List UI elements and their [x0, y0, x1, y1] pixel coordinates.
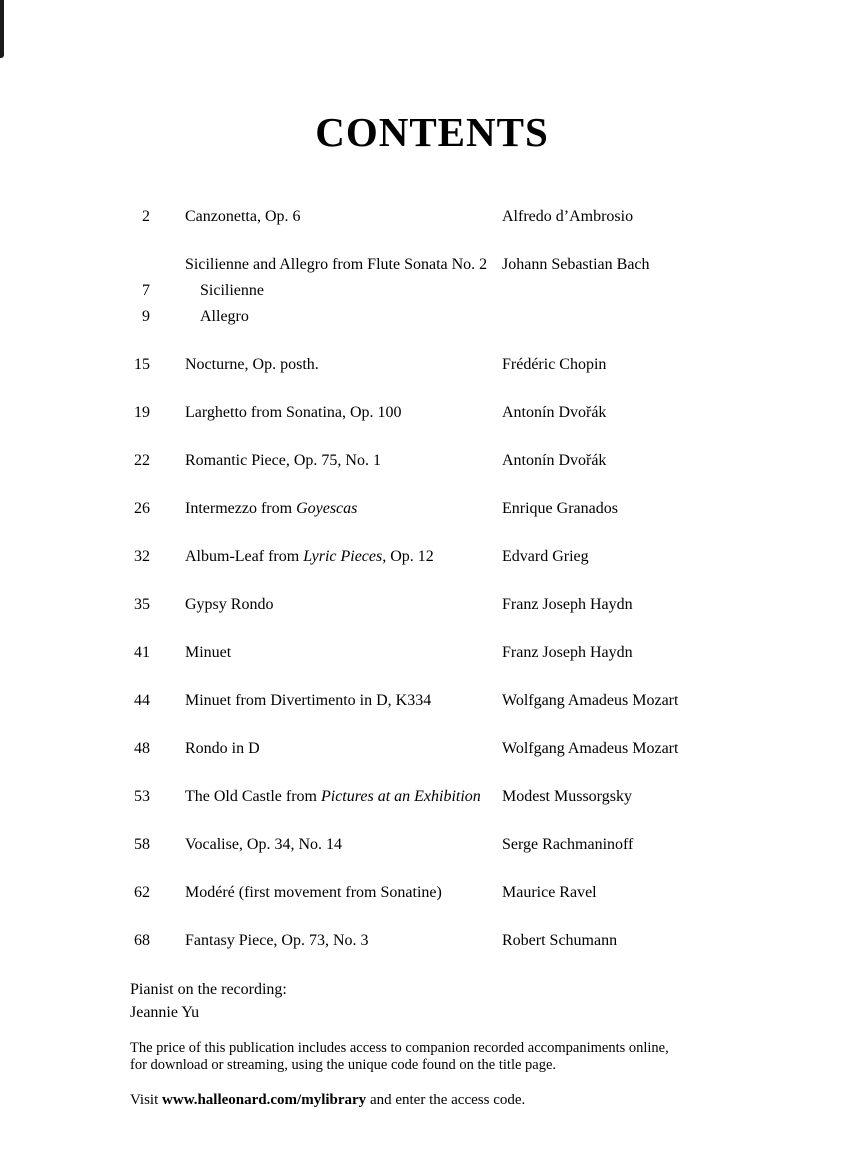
access-notice-line: for download or streaming, using the unique code found on the title page.: [130, 1057, 557, 1073]
toc-composer: Franz Joseph Haydn: [502, 644, 633, 661]
scan-artifact: [0, 0, 4, 58]
toc-page-number: 44: [134, 692, 150, 709]
toc-title: Album-Leaf from Lyric Pieces, Op. 12: [185, 548, 434, 565]
toc-composer: Antonín Dvořák: [502, 452, 607, 469]
toc-composer: Wolfgang Amadeus Mozart: [502, 740, 679, 757]
toc-title: Vocalise, Op. 34, No. 14: [185, 836, 343, 853]
access-notice-line: The price of this publication includes access to companion recorded accompaniments online,: [130, 1040, 669, 1056]
toc-rows: [127, 204, 767, 953]
pianist-name: Jeannie Yu: [130, 1004, 200, 1021]
toc-title: Sicilienne and Allegro from Flute Sonata No. 2: [185, 256, 488, 273]
toc-title: The Old Castle from Pictures at an Exhibition: [185, 788, 481, 805]
toc-title: Nocturne, Op. posth.: [185, 356, 319, 373]
toc-page-number: 32: [134, 548, 150, 565]
toc-composer: Modest Mussorgsky: [502, 788, 632, 805]
visit-instruction: Visit www.halleonard.com/mylibrary and enter the access code.: [130, 1092, 526, 1108]
toc-title: Minuet: [185, 644, 232, 661]
toc-title: Modéré (first movement from Sonatine): [185, 884, 442, 901]
toc-composer: Enrique Granados: [502, 500, 618, 517]
table-of-contents: [127, 181, 767, 953]
toc-row: [127, 736, 767, 761]
toc-composer: Antonín Dvořák: [502, 404, 607, 421]
toc-composer: Serge Rachmaninoff: [502, 836, 634, 853]
toc-title: Rondo in D: [185, 740, 260, 757]
toc-composer: Franz Joseph Haydn: [502, 596, 633, 613]
toc-row: [127, 204, 767, 229]
toc-page-number: 22: [134, 452, 150, 469]
toc-title: Canzonetta, Op. 6: [185, 208, 301, 225]
toc-page-number: 41: [134, 644, 150, 661]
toc-row: [127, 928, 767, 953]
toc-row: [127, 880, 767, 905]
toc-page-number: 58: [134, 836, 150, 853]
toc-composer: Alfredo d’Ambrosio: [502, 208, 634, 225]
toc-composer: Johann Sebastian Bach: [502, 256, 650, 273]
toc-title: Fantasy Piece, Op. 73, No. 3: [185, 932, 369, 949]
toc-title: Intermezzo from Goyescas: [185, 500, 358, 517]
toc-composer: Frédéric Chopin: [502, 356, 607, 373]
toc-composer: Maurice Ravel: [502, 884, 597, 901]
toc-page-number: 26: [134, 500, 150, 517]
toc-page-number: 53: [134, 788, 150, 805]
toc-composer: Robert Schumann: [502, 932, 618, 949]
toc-row: [127, 640, 767, 665]
toc-row: [127, 544, 767, 569]
toc-page-number: 62: [134, 884, 150, 901]
toc-page-number: 35: [134, 596, 150, 613]
toc-page-number: 19: [134, 404, 150, 421]
toc-title: Minuet from Divertimento in D, K334: [185, 692, 432, 709]
toc-row: [127, 252, 767, 277]
toc-title: Romantic Piece, Op. 75, No. 1: [185, 452, 381, 469]
toc-composer: Wolfgang Amadeus Mozart: [502, 692, 679, 709]
toc-row: [127, 448, 767, 473]
toc-row: [127, 496, 767, 521]
toc-title: Gypsy Rondo: [185, 596, 274, 613]
toc-page-number: 2: [142, 208, 150, 225]
toc-page-number: 68: [134, 932, 150, 949]
toc-row: [127, 304, 767, 329]
toc-row: [127, 400, 767, 425]
toc-title: Allegro: [200, 308, 249, 325]
pianist-label: Pianist on the recording:: [130, 981, 287, 998]
toc-page-number: 48: [134, 740, 150, 757]
toc-row: [127, 592, 767, 617]
toc-page-number: 15: [134, 356, 150, 373]
toc-row: [127, 278, 767, 303]
page-title: CONTENTS: [315, 109, 549, 155]
toc-page-number: 9: [142, 308, 150, 325]
toc-page-number: 7: [142, 282, 150, 299]
pianist-credit: [130, 978, 287, 1024]
toc-row: [127, 784, 767, 809]
access-notice: [130, 1040, 730, 1074]
toc-row: [127, 832, 767, 857]
toc-title: Larghetto from Sonatina, Op. 100: [185, 404, 402, 421]
toc-row: [127, 352, 767, 377]
toc-row: [127, 688, 767, 713]
toc-title: Sicilienne: [200, 282, 264, 299]
toc-composer: Edvard Grieg: [502, 548, 589, 565]
